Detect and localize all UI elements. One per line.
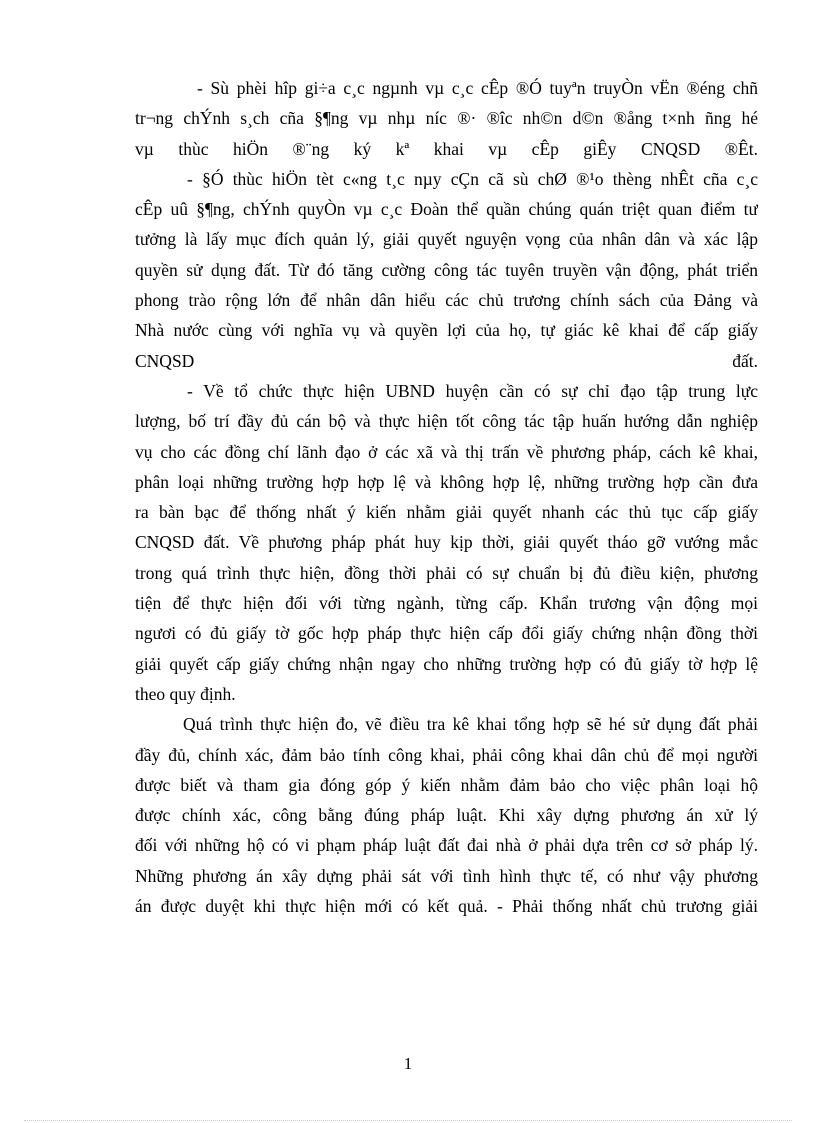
text-line: vụ cho các đồng chí lãnh đạo ở các xã và thị trấn về phương pháp, cách kê khai, <box>135 441 758 462</box>
text-line: vµ thùc hiÖn ®¨ng ký kª khai vµ cÊp giÊy CNQSD ®Êt. <box>135 138 758 159</box>
document-body <box>135 73 758 921</box>
text-line: lượng, bố trí đầy đủ cán bộ và thực hiện tốt công tác tập huấn hướng dẫn nghiệp <box>135 411 758 432</box>
text-line: CNQSD đất. Về phương pháp phát huy kịp thời, giải quyết tháo gỡ vướng mắc <box>135 532 758 553</box>
paragraph <box>135 709 758 921</box>
paragraph <box>135 73 758 164</box>
text-line: trong quá trình thực hiện, đồng thời phải có sự chuẩn bị đủ điều kiện, phương <box>135 562 758 583</box>
text-line: - Về tổ chức thực hiện UBND huyện cần có sự chỉ đạo tập trung lực <box>187 380 758 401</box>
text-line: ngươi có đủ giấy tờ gốc hợp pháp thực hiện cấp đổi giấy chứng nhận đồng thời <box>135 623 758 644</box>
text-line: CNQSD đất. <box>135 350 758 371</box>
page-number: 1 <box>403 1054 413 1073</box>
text-line: - Sù phèi hîp gi÷a c¸c ngµnh vµ c¸c cÊp ®Ó tuyªn truyÒn vËn ®éng chñ <box>197 78 758 98</box>
text-line: được biết và tham gia đóng góp ý kiến nhằm đảm bảo cho việc phân loại hộ <box>135 774 758 795</box>
text-line: tưởng là lấy mục đích quản lý, giải quyết nguyện vọng của nhân dân và xác lập <box>135 229 758 250</box>
text-line: đối với những hộ có vi phạm pháp luật đất đai nhà ở phải dựa trên cơ sở pháp lý. <box>135 835 758 856</box>
text-line: Quá trình thực hiện đo, vẽ điều tra kê khai tổng hợp sẽ hé sử dụng đất phải <box>183 714 758 735</box>
text-line: phong trào rộng lớn để nhân dân hiểu các chủ trương chính sách của Đảng và <box>135 290 758 311</box>
text-line: được chính xác, công bằng đúng pháp luật. Khi xây dựng phương án xử lý <box>135 805 758 826</box>
text-line: giải quyết cấp giấy chứng nhận ngay cho những trường hợp có đủ giấy tờ hợp lệ <box>135 653 758 674</box>
text-line: Nhà nước cùng với nghĩa vụ và quyền lợi của họ, tự giác kê khai để cấp giấy <box>135 320 758 341</box>
text-line: - §Ó thùc hiÖn tèt c«ng t¸c nµy cÇn cã sù chØ ®¹o thèng nhÊt cña c¸c <box>187 168 758 189</box>
text-line: quyền sử dụng đất. Từ đó tăng cường công tác tuyên truyền vận động, phát triển <box>135 259 758 280</box>
text-line: tiện để thực hiện đối với từng ngành, từng cấp. Khẩn trương vận động mọi <box>135 593 758 614</box>
text-line: tr¬ng chÝnh s¸ch cña §¶ng vµ nhµ níc ®· ®îc nh©n d©n ®ång t×nh ñng hé <box>135 108 758 129</box>
text-line: Những phương án xây dựng phải sát với tình hình thực tế, có như vậy phương <box>135 865 758 886</box>
text-line: phân loại những trường hợp hợp lệ và không hợp lệ, những trường hợp cần đưa <box>135 471 758 492</box>
text-line: án được duyệt khi thực hiện mới có kết quả. - Phải thống nhất chủ trương giải <box>135 896 758 917</box>
paragraph <box>135 164 758 376</box>
text-line: ra bàn bạc để thống nhất ý kiến nhằm giải quyết nhanh các thủ tục cấp giấy <box>135 502 758 523</box>
paragraph <box>135 376 758 709</box>
text-line: cÊp uû §¶ng, chÝnh quyÒn vµ c¸c Đoàn thể quần chúng quán triệt quan điểm tư <box>135 199 758 220</box>
text-line: đầy đủ, chính xác, đảm bảo tính công khai, phải công khai dân chủ để mọi người <box>135 744 758 765</box>
page-bottom-rule <box>24 1120 792 1121</box>
text-line: theo quy định. <box>135 683 236 704</box>
